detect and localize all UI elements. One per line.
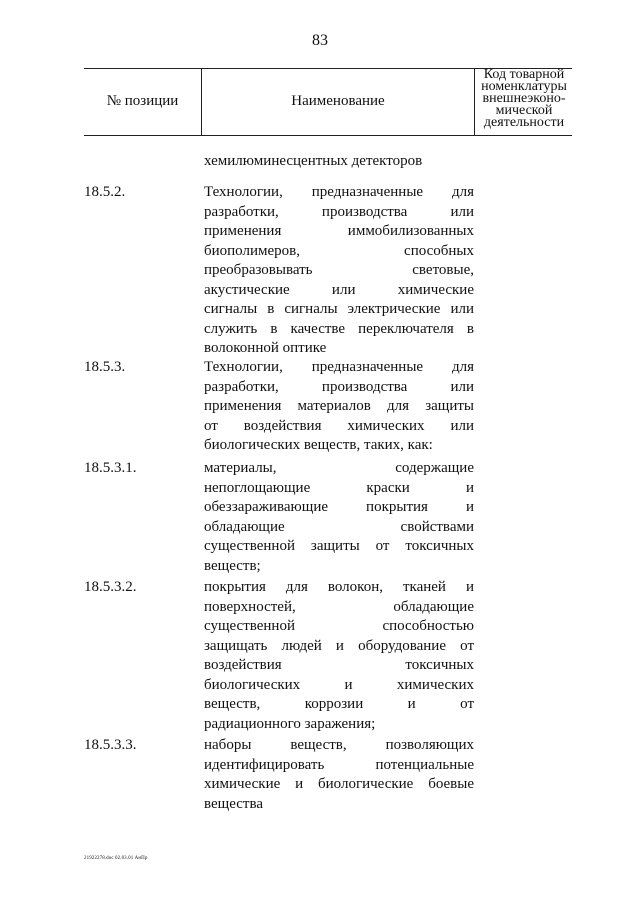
- item-description: [204, 578, 474, 734]
- header-position: № позиции: [106, 93, 179, 109]
- table-header: [84, 68, 572, 136]
- text-line: веществ;: [204, 557, 261, 574]
- text-line: Технологии, предназначенные для: [204, 184, 474, 200]
- text-line: непоглощающие краски и: [204, 479, 474, 496]
- header-code: [476, 69, 572, 129]
- text-line: вещества: [204, 795, 263, 812]
- text-line: от воздействия химических или: [204, 417, 474, 434]
- text-line: хемилюминесцентных детекторов: [204, 153, 423, 169]
- text-line: поверхностей, обладающие: [204, 598, 474, 615]
- text-line: радиационного заражения;: [204, 715, 376, 732]
- header-code-line: внешнеэконо-: [482, 91, 566, 106]
- text-line: наборы веществ, позволяющих: [204, 737, 474, 753]
- text-line: существенной защиты от токсичных: [204, 538, 474, 554]
- text-line: преобразовывать световые,: [204, 262, 474, 278]
- continuation-text: [204, 152, 474, 172]
- text-line: защищать людей и оборудование от: [204, 637, 474, 654]
- text-line: обладающие свойствами: [204, 518, 474, 535]
- page-number: 83: [312, 32, 328, 49]
- text-line: сигналы в сигналы электрические или: [204, 301, 474, 317]
- header-code-line: Код товарной: [483, 67, 565, 82]
- text-line: биологических и химических: [204, 676, 474, 693]
- text-line: служить в качестве переключателя в: [204, 320, 474, 337]
- text-line: материалы, содержащие: [204, 460, 474, 476]
- header-code-line: мической: [495, 103, 553, 118]
- position-number: 18.5.3.: [84, 359, 126, 375]
- text-line: существенной способностью: [204, 618, 474, 634]
- text-line: применения иммобилизованных: [204, 223, 474, 239]
- item-description: [204, 358, 474, 456]
- text-line: разработки, производства или: [204, 378, 474, 395]
- position-number: 18.5.2.: [84, 184, 126, 200]
- position-number: 18.5.3.1.: [84, 460, 137, 476]
- text-line: волоконной оптике: [204, 340, 327, 356]
- header-code-line: деятельности: [483, 115, 565, 130]
- position-number: 18.5.3.2.: [84, 579, 137, 595]
- footer-note: 21922278.doc 02.03.01 АнПр: [84, 856, 148, 861]
- text-line: применения материалов для защиты: [204, 398, 474, 414]
- text-line: Технологии, предназначенные для: [204, 359, 474, 375]
- text-line: разработки, производства или: [204, 203, 474, 220]
- header-code-line: номенклатуры: [481, 79, 567, 94]
- text-line: акустические или химические: [204, 281, 474, 298]
- item-description: [204, 736, 474, 814]
- header-name: Наименование: [291, 93, 385, 109]
- text-line: веществ, коррозии и от: [204, 696, 474, 712]
- item-description: [204, 459, 474, 576]
- item-description: [204, 183, 474, 359]
- text-line: покрытия для волокон, тканей и: [204, 579, 474, 595]
- text-line: биополимеров, способных: [204, 242, 474, 259]
- position-number: 18.5.3.3.: [84, 737, 137, 753]
- text-line: идентифицировать потенциальные: [204, 756, 474, 773]
- column-divider: [474, 69, 475, 135]
- text-line: биологических веществ, таких, как:: [204, 437, 433, 453]
- text-line: воздействия токсичных: [204, 657, 474, 673]
- text-line: обеззараживающие покрытия и: [204, 499, 474, 515]
- text-line: химические и биологические боевые: [204, 776, 474, 792]
